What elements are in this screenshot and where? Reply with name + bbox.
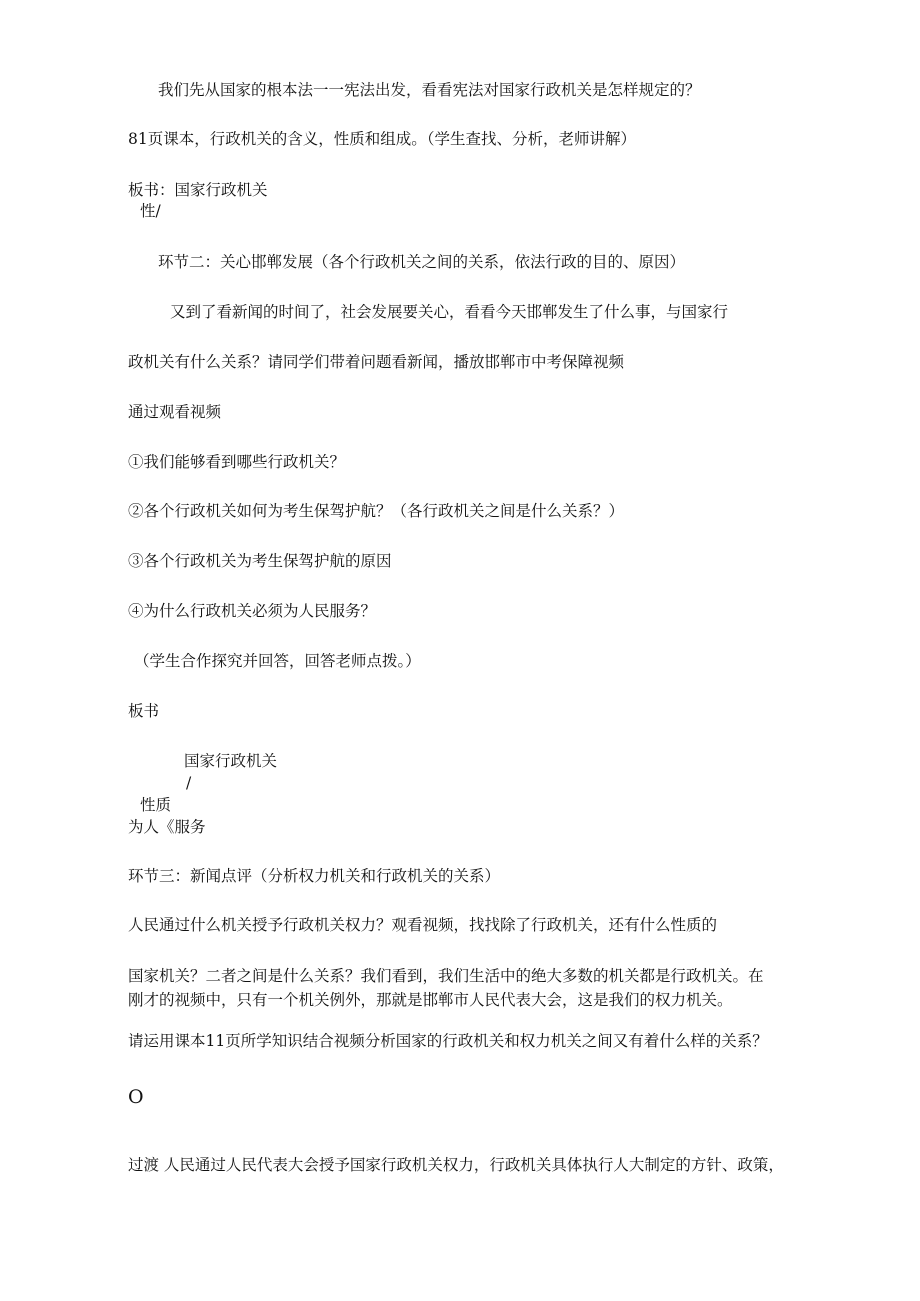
- analysis-question: 请运用课本11页所学知识结合视频分析国家的行政机关和权力机关之间又有着什么样的关系？: [128, 1032, 768, 1050]
- board-diagram-title: 国家行政机关: [184, 752, 278, 770]
- section-three-heading: 环节三：新闻点评（分析权力机关和行政机关的关系）: [128, 867, 501, 885]
- section-three-line-1: 人民通过什么机关授予行政机关权力？观看视频，找找除了行政机关，还有什么性质的: [128, 916, 718, 934]
- transition-text: 过渡 人民通过人民代表大会授予国家行政机关权力，行政机关具体执行人大制定的方针、政策，: [128, 1156, 784, 1174]
- question-4: ④为什么行政机关必须为人民服务？: [128, 602, 377, 620]
- board-note-sub: 性/: [140, 202, 161, 220]
- stray-mark: O: [128, 1086, 144, 1108]
- question-3: ③各个行政机关为考生保驾护航的原因: [128, 552, 392, 570]
- board-diagram-nature: 性质: [140, 796, 172, 814]
- section-three-line-2: 国家机关？二者之间是什么关系？我们看到，我们生活中的绝大多数的机关都是行政机关。在: [128, 967, 764, 985]
- news-intro-line-1: 又到了看新闻的时间了，社会发展要关心，看看今天邯郸发生了什么事，与国家行: [170, 303, 729, 321]
- board-label: 板书: [128, 702, 160, 720]
- board-diagram-slash: /: [186, 774, 192, 792]
- section-two-heading: 环节二：关心邯郸发展（各个行政机关之间的关系，依法行政的目的、原因）: [158, 253, 686, 271]
- question-1: ①我们能够看到哪些行政机关？: [128, 453, 346, 471]
- textbook-reference: 81页课本，行政机关的含义，性质和组成。（学生查找、分析，老师讲解）: [128, 130, 636, 148]
- board-diagram-service: 为人《服务: [128, 818, 206, 836]
- section-three-line-3: 刚才的视频中，只有一个机关例外，那就是邯郸市人民代表大会，这是我们的权力机关。: [128, 991, 733, 1009]
- board-note-title: 板书：国家行政机关: [128, 181, 268, 199]
- student-activity-note: （学生合作探究并回答，回答老师点拨。）: [134, 652, 421, 670]
- news-intro-line-2: 政机关有什么关系？请同学们带着问题看新闻，播放邯郸市中考保障视频: [128, 353, 625, 371]
- intro-question: 我们先从国家的根本法一一宪法出发，看看宪法对国家行政机关是怎样规定的？: [158, 81, 701, 99]
- question-2: ②各个行政机关如何为考生保驾护航？（各行政机关之间是什么关系？）: [128, 502, 625, 520]
- watch-video-label: 通过观看视频: [128, 403, 222, 421]
